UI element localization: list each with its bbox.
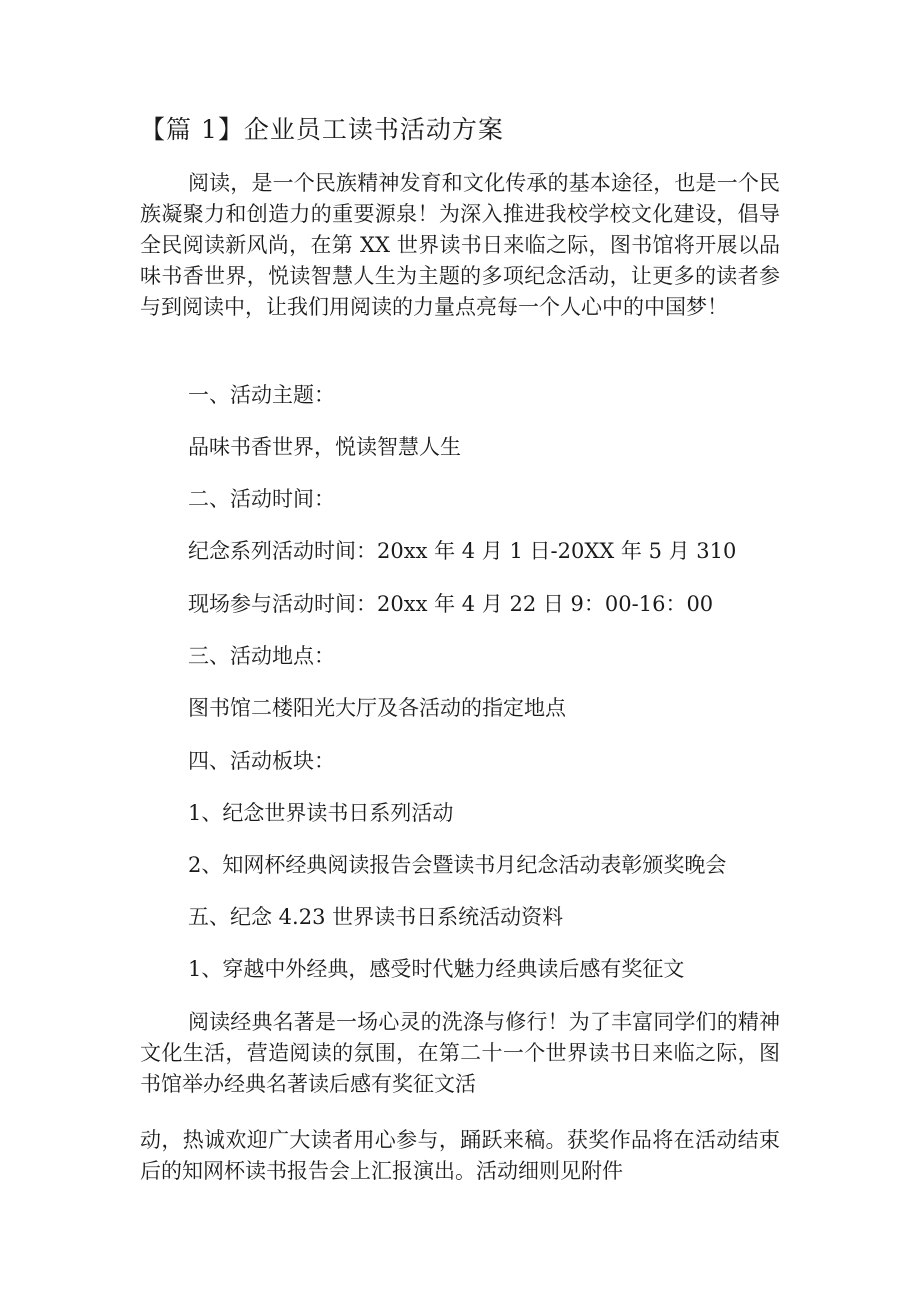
onsite-time-text: 现场参与活动时间：20xx 年 4 月 22 日 9：00-16：00 — [188, 592, 714, 616]
section-item-1: 1、纪念世界读书日系列活动 — [188, 801, 454, 825]
document-title: 【篇 1】企业员工读书活动方案 — [140, 115, 504, 144]
series-time-text: 纪念系列活动时间：20xx 年 4 月 1 日-20XX 年 5 月 310 — [188, 539, 737, 563]
heading-time: 二、活动时间： — [188, 487, 335, 511]
heading-location: 三、活动地点： — [188, 644, 335, 668]
heading-theme: 一、活动主题： — [188, 383, 335, 407]
heading-materials: 五、纪念 4.23 世界读书日系统活动资料 — [188, 905, 564, 929]
intro-paragraph: 阅读，是一个民族精神发育和文化传承的基本途径，也是一个民族凝聚力和创造力的重要源泉！为深入推进我校学校文化建设，倡导全民阅读新风尚，在第 XX 世界读书日来临之际，图书馆将开展以品味书香世界，悦读智慧人生为主题的多项纪念活动，让更多的读者参与到阅读中，让我们用阅读的力量点亮每一个人心中的中国梦！ — [140, 171, 780, 319]
location-text: 图书馆二楼阳光大厅及各活动的指定地点 — [188, 696, 566, 720]
closing-paragraph: 动，热诚欢迎广大读者用心参与，踊跃来稿。获奖作品将在活动结束后的知网杯读书报告会上汇报演出。活动细则见附件 — [140, 1128, 780, 1183]
theme-text: 品味书香世界，悦读智慧人生 — [188, 435, 461, 459]
essay-contest-title: 1、穿越中外经典，感受时代魅力经典读后感有奖征文 — [188, 957, 685, 981]
section-item-2: 2、知网杯经典阅读报告会暨读书月纪念活动表彰颁奖晚会 — [188, 853, 727, 877]
heading-sections: 四、活动板块： — [188, 749, 335, 773]
essay-paragraph: 阅读经典名著是一场心灵的洗涤与修行！为了丰富同学们的精神文化生活，营造阅读的氛围，在第二十一个世界读书日来临之际，图书馆举办经典名著读后感有奖征文活 — [140, 1010, 780, 1096]
